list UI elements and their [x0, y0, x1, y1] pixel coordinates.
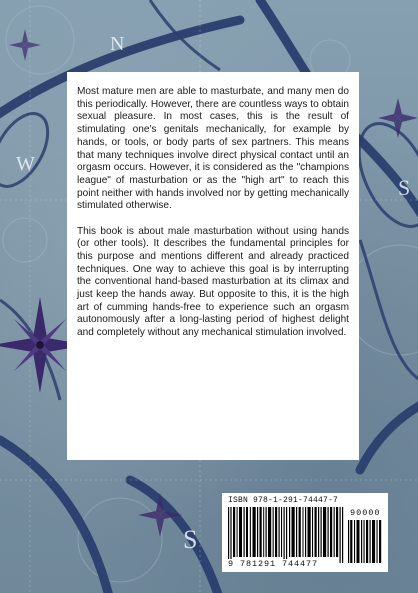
- compass-star-small-icon: [9, 29, 41, 61]
- compass-star-bottom-icon: [138, 493, 182, 537]
- ean-digits: 9 781291 744477: [228, 559, 319, 569]
- compass-letter-south-right: S: [398, 175, 411, 200]
- compass-letter-north: N: [110, 33, 125, 55]
- compass-letter-west: W: [16, 153, 35, 175]
- addon-price-digits: 90000: [350, 508, 381, 518]
- isbn-barcode: [222, 493, 388, 572]
- compass-star-right-icon: [378, 98, 418, 138]
- isbn-label: ISBN 978-1-291-74447-7: [228, 496, 339, 505]
- description-paragraph-2: This book is about male masturbation without using hands (or other tools). It describes the fundamental principles for this purpose and mentions different and already practiced techniques. One way to achieve this goal is by interrupting the conventional hand-based masturbation at its climax and just keep the hands away. But opposite to this, it is the high art of cumming hands-free to experience such an orgasm autonomously after a long-lasting period of highest delight and completely without any mechanical stimulation involved.: [77, 225, 349, 339]
- ean-barcode-bars: [228, 507, 344, 563]
- description-text-box: [67, 72, 359, 460]
- description-paragraph-1: Most mature men are able to masturbate, and many men do this periodically. However, there are countless ways to obtain sexual pleasure. In most cases, this is the result of stimulating one's genitals mechanically, for example by hands, or tools, or body parts of sex partners. This means that many techniques involve direct physical contact until an orgasm occurs. However, it is considered as the "champions league" of masturbation or as the "high art" to reach this point neither with hands involved nor by getting mechanically stimulated otherwise.: [77, 86, 349, 212]
- addon-barcode-bars: [348, 520, 382, 563]
- compass-letter-south-bottom: S: [183, 525, 198, 554]
